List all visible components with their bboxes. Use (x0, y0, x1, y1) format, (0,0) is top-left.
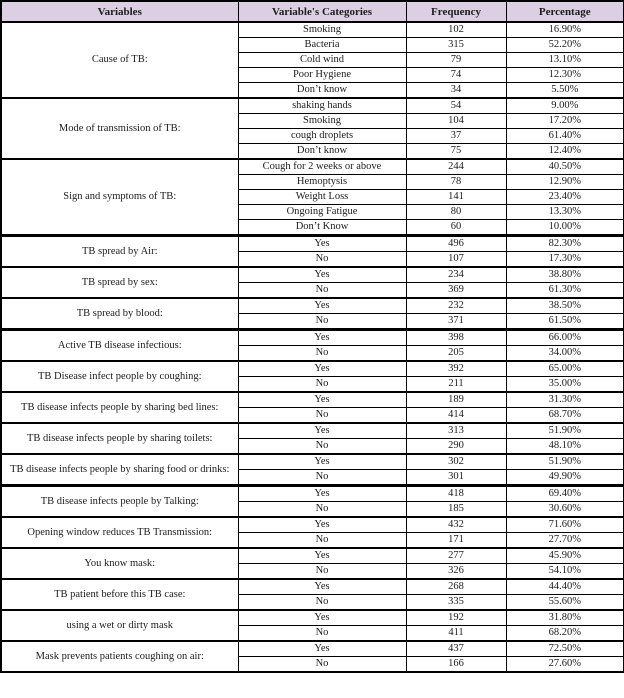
frequency-cell: 301 (406, 470, 506, 486)
category-cell: Don’t Know (238, 220, 406, 236)
category-cell: Yes (238, 298, 406, 314)
percentage-cell: 40.50% (506, 159, 624, 175)
percentage-cell: 38.80% (506, 267, 624, 283)
category-cell: No (238, 408, 406, 424)
percentage-cell: 45.90% (506, 548, 624, 564)
category-cell: Yes (238, 361, 406, 377)
percentage-cell: 68.20% (506, 626, 624, 642)
frequency-cell: 371 (406, 314, 506, 330)
frequency-cell: 166 (406, 657, 506, 673)
percentage-cell: 13.10% (506, 53, 624, 68)
percentage-cell: 31.30% (506, 392, 624, 408)
category-cell: No (238, 283, 406, 299)
percentage-cell: 10.00% (506, 220, 624, 236)
percentage-cell: 65.00% (506, 361, 624, 377)
table-body (1, 22, 624, 672)
frequency-cell: 185 (406, 502, 506, 518)
category-cell: No (238, 626, 406, 642)
percentage-cell: 12.90% (506, 175, 624, 190)
percentage-cell: 55.60% (506, 595, 624, 611)
percentage-cell: 61.50% (506, 314, 624, 330)
percentage-cell: 27.70% (506, 533, 624, 549)
percentage-cell: 9.00% (506, 98, 624, 114)
category-cell: Smoking (238, 22, 406, 38)
category-cell: Weight Loss (238, 190, 406, 205)
category-cell: No (238, 502, 406, 518)
table-row (1, 641, 624, 657)
frequency-cell: 34 (406, 83, 506, 99)
category-cell: Hemoptysis (238, 175, 406, 190)
percentage-cell: 5.50% (506, 83, 624, 99)
category-cell: Yes (238, 330, 406, 346)
percentage-cell: 69.40% (506, 486, 624, 502)
table-row (1, 236, 624, 252)
percentage-cell: 12.40% (506, 144, 624, 160)
percentage-cell: 82.30% (506, 236, 624, 252)
percentage-cell: 68.70% (506, 408, 624, 424)
category-cell: Cold wind (238, 53, 406, 68)
frequency-cell: 75 (406, 144, 506, 160)
header-percentage: Percentage (506, 1, 624, 22)
category-cell: No (238, 470, 406, 486)
variable-cell: You know mask: (1, 548, 238, 579)
category-cell: Don’t know (238, 83, 406, 99)
variable-cell: TB disease infects people by Talking: (1, 486, 238, 518)
category-cell: No (238, 314, 406, 330)
variable-cell: Opening window reduces TB Transmission: (1, 517, 238, 548)
frequency-cell: 104 (406, 114, 506, 129)
category-cell: Yes (238, 579, 406, 595)
table-row (1, 361, 624, 377)
percentage-cell: 72.50% (506, 641, 624, 657)
table-row (1, 548, 624, 564)
frequency-cell: 268 (406, 579, 506, 595)
table-row (1, 454, 624, 470)
percentage-cell: 48.10% (506, 439, 624, 455)
frequency-cell: 192 (406, 610, 506, 626)
variable-cell: TB spread by Air: (1, 236, 238, 268)
table-row (1, 330, 624, 346)
percentage-cell: 27.60% (506, 657, 624, 673)
table-row (1, 159, 624, 175)
frequency-cell: 369 (406, 283, 506, 299)
frequency-cell: 432 (406, 517, 506, 533)
frequency-cell: 290 (406, 439, 506, 455)
percentage-cell: 51.90% (506, 454, 624, 470)
frequency-cell: 211 (406, 377, 506, 393)
frequency-cell: 244 (406, 159, 506, 175)
frequency-cell: 37 (406, 129, 506, 144)
variable-cell: TB spread by blood: (1, 298, 238, 330)
header-frequency: Frequency (406, 1, 506, 22)
table-row (1, 517, 624, 533)
category-cell: Yes (238, 423, 406, 439)
category-cell: No (238, 252, 406, 268)
category-cell: Cough for 2 weeks or above (238, 159, 406, 175)
percentage-cell: 61.40% (506, 129, 624, 144)
category-cell: No (238, 564, 406, 580)
table-row (1, 610, 624, 626)
percentage-cell: 66.00% (506, 330, 624, 346)
frequency-cell: 107 (406, 252, 506, 268)
percentage-cell: 16.90% (506, 22, 624, 38)
frequency-cell: 302 (406, 454, 506, 470)
frequency-cell: 141 (406, 190, 506, 205)
variable-cell: Sign and symptoms of TB: (1, 159, 238, 236)
category-cell: Yes (238, 548, 406, 564)
percentage-cell: 17.30% (506, 252, 624, 268)
variable-cell: TB disease infects people by sharing food or drinks: (1, 454, 238, 486)
category-cell: Yes (238, 610, 406, 626)
frequency-cell: 414 (406, 408, 506, 424)
frequency-cell: 60 (406, 220, 506, 236)
header-row (1, 1, 624, 22)
frequency-cell: 54 (406, 98, 506, 114)
frequency-cell: 335 (406, 595, 506, 611)
category-cell: No (238, 657, 406, 673)
category-cell: Yes (238, 236, 406, 252)
category-cell: No (238, 439, 406, 455)
category-cell: shaking hands (238, 98, 406, 114)
category-cell: cough droplets (238, 129, 406, 144)
table-row (1, 267, 624, 283)
category-cell: Yes (238, 267, 406, 283)
variable-cell: TB disease infects people by sharing bed lines: (1, 392, 238, 423)
percentage-cell: 44.40% (506, 579, 624, 595)
frequency-cell: 171 (406, 533, 506, 549)
table-row (1, 579, 624, 595)
frequency-cell: 74 (406, 68, 506, 83)
table-row (1, 486, 624, 502)
category-cell: Yes (238, 486, 406, 502)
frequency-cell: 411 (406, 626, 506, 642)
percentage-cell: 51.90% (506, 423, 624, 439)
variable-cell: using a wet or dirty mask (1, 610, 238, 641)
variable-cell: Mode of transmission of TB: (1, 98, 238, 159)
frequency-cell: 326 (406, 564, 506, 580)
category-cell: Poor Hygiene (238, 68, 406, 83)
category-cell: Smoking (238, 114, 406, 129)
category-cell: Yes (238, 392, 406, 408)
percentage-cell: 61.30% (506, 283, 624, 299)
category-cell: Bacteria (238, 38, 406, 53)
category-cell: No (238, 377, 406, 393)
frequency-cell: 392 (406, 361, 506, 377)
frequency-cell: 315 (406, 38, 506, 53)
frequency-cell: 189 (406, 392, 506, 408)
variable-cell: Cause of TB: (1, 22, 238, 98)
variable-cell: TB disease infects people by sharing toilets: (1, 423, 238, 454)
frequency-cell: 496 (406, 236, 506, 252)
percentage-cell: 71.60% (506, 517, 624, 533)
frequency-cell: 79 (406, 53, 506, 68)
header-categories: Variable's Categories (238, 1, 406, 22)
table-row (1, 22, 624, 38)
category-cell: No (238, 346, 406, 362)
table-row (1, 298, 624, 314)
percentage-cell: 12.30% (506, 68, 624, 83)
frequency-cell: 205 (406, 346, 506, 362)
percentage-cell: 35.00% (506, 377, 624, 393)
percentage-cell: 34.00% (506, 346, 624, 362)
table-row (1, 98, 624, 114)
frequency-cell: 78 (406, 175, 506, 190)
frequency-cell: 277 (406, 548, 506, 564)
category-cell: No (238, 533, 406, 549)
frequency-cell: 398 (406, 330, 506, 346)
frequency-cell: 102 (406, 22, 506, 38)
percentage-cell: 52.20% (506, 38, 624, 53)
percentage-cell: 17.20% (506, 114, 624, 129)
table-row (1, 392, 624, 408)
category-cell: No (238, 595, 406, 611)
frequency-cell: 232 (406, 298, 506, 314)
category-cell: Yes (238, 454, 406, 470)
frequency-cell: 437 (406, 641, 506, 657)
percentage-cell: 23.40% (506, 190, 624, 205)
percentage-cell: 54.10% (506, 564, 624, 580)
frequency-cell: 313 (406, 423, 506, 439)
frequency-cell: 234 (406, 267, 506, 283)
frequency-cell: 418 (406, 486, 506, 502)
category-cell: Yes (238, 641, 406, 657)
variable-cell: Mask prevents patients coughing on air: (1, 641, 238, 672)
variable-cell: Active TB disease infectious: (1, 330, 238, 362)
variable-cell: TB patient before this TB case: (1, 579, 238, 610)
frequency-cell: 80 (406, 205, 506, 220)
table-row (1, 423, 624, 439)
variable-cell: TB spread by sex: (1, 267, 238, 298)
percentage-cell: 38.50% (506, 298, 624, 314)
percentage-cell: 49.90% (506, 470, 624, 486)
percentage-cell: 13.30% (506, 205, 624, 220)
category-cell: Ongoing Fatigue (238, 205, 406, 220)
variable-cell: TB Disease infect people by coughing: (1, 361, 238, 392)
category-cell: Yes (238, 517, 406, 533)
header-variables: Variables (1, 1, 238, 22)
percentage-cell: 30.60% (506, 502, 624, 518)
percentage-cell: 31.80% (506, 610, 624, 626)
category-cell: Don’t know (238, 144, 406, 160)
